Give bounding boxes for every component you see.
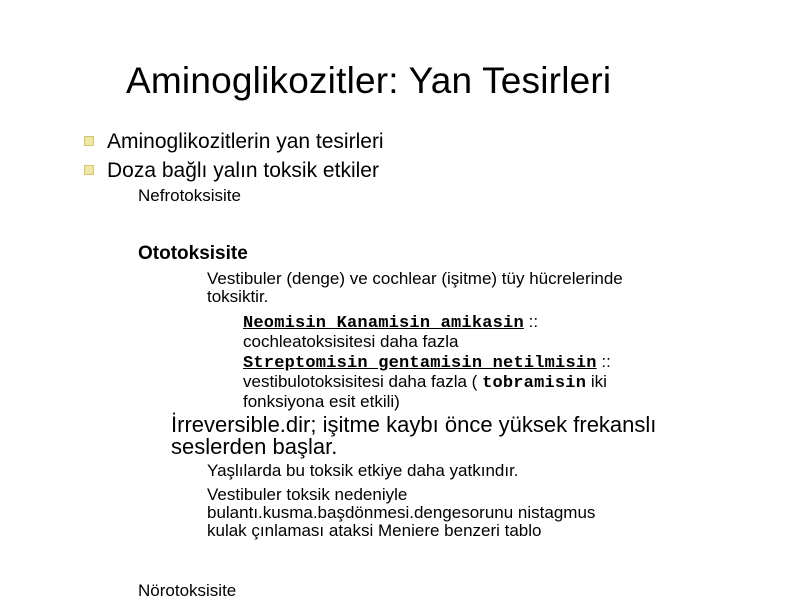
- ototoxicity-line-2: toksiktir.: [207, 287, 269, 306]
- drug-group-1-separator: ::: [528, 312, 539, 331]
- bullet-icon: [84, 165, 94, 175]
- vestibular-line-2: bulantı.kusma.başdönmesi.dengesorunu nistagmus: [207, 503, 596, 522]
- elderly-note: Yaşlılarda bu toksik etkiye daha yatkındır.: [207, 461, 519, 480]
- drug-group-1-drugs: Neomisin Kanamisin amikasin: [243, 314, 524, 333]
- slide-title: Aminoglikozitler: Yan Tesirleri: [126, 60, 612, 101]
- ototoxicity-line-1: Vestibuler (denge) ve cochlear (işitme) tüy hücrelerinde: [207, 269, 623, 288]
- irreversible-line-1: İrreversible.dir; işitme kaybı önce yüksek frekanslı: [171, 412, 657, 437]
- ototoxicity-description: [207, 270, 767, 306]
- drug-group-1-line-1: [243, 313, 763, 333]
- bullet-item-1: [84, 128, 384, 156]
- bullet-text-2: Doza bağlı yalın toksik etkiler: [107, 159, 379, 182]
- drug-group-2-line-3: fonksiyona esit etkili): [243, 392, 400, 411]
- drug-group-2-drugs: Streptomisin gentamisin netilmisin: [243, 354, 597, 373]
- section-ototoksisite: Ototoksisite: [138, 243, 248, 264]
- section-nefrotoksisite: Nefrotoksisite: [138, 186, 241, 205]
- bullet-icon: [84, 136, 94, 146]
- drug-group-1-line-2: cochleatoksisitesi daha fazla: [243, 332, 459, 351]
- drug-group-2-line-1: [243, 353, 763, 373]
- drug-group-2: [243, 353, 763, 411]
- drug-group-1: [243, 313, 763, 351]
- drug-group-2-line-2: [243, 373, 763, 393]
- drug-group-2-tobramisin: tobramisin: [482, 374, 587, 393]
- section-norotoksisite: Nörotoksisite: [138, 581, 237, 600]
- drug-group-2-suffix: iki: [590, 372, 607, 391]
- irreversible-note: [171, 414, 771, 458]
- vestibular-line-1: Vestibuler toksik nedeniyle: [207, 485, 408, 504]
- vestibular-line-3: kulak çınlaması ataksi Meniere benzeri tablo: [207, 521, 542, 540]
- vestibular-toxicity-note: [207, 486, 767, 540]
- bullet-item-2: [84, 157, 379, 185]
- drug-group-2-prefix: vestibulotoksisitesi daha fazla (: [243, 372, 478, 391]
- irreversible-line-2: seslerden başlar.: [171, 434, 338, 459]
- drug-group-2-separator: ::: [601, 352, 611, 371]
- bullet-text-1: Aminoglikozitlerin yan tesirleri: [107, 130, 384, 153]
